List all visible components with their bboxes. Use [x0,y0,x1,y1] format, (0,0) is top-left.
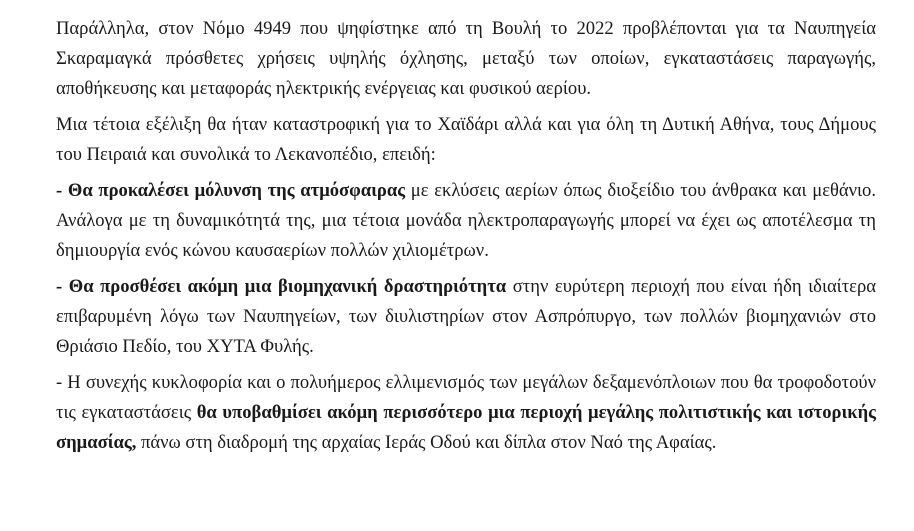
text-tankers-after: πάνω στη διαδρομή της αρχαίας Ιεράς Οδού και δίπλα στον Ναό της Αφαίας. [136,432,717,453]
paragraph-air-pollution [56,176,876,266]
bold-air-pollution: - Θα προκαλέσει μόλυνση της ατμόσφαιρας [56,180,406,201]
paragraph-tankers [56,368,876,458]
bold-tankers-degradation: θα υποβαθμίσει ακόμη περισσότερο μια περιοχή μεγάλης πολιτιστικής και ιστορικής σημασίας, [56,402,876,453]
paragraph-shipyards-law: Παράλληλα, στον Νόμο 4949 που ψηφίστηκε από τη Βουλή το 2022 προβλέπονται για τα Ναυπηγεία Σκαραμαγκά πρόσθετες χρήσεις υψηλής όχλησης, μεταξύ των οποίων, εγκαταστάσεις παραγωγής, αποθήκευσης και μεταφοράς ηλεκτρικής ενέργειας και φυσικού αερίου. [56,18,876,99]
bold-industrial-activity: - Θα προσθέσει ακόμη μια βιομηχανική δραστηριότητα [56,276,507,297]
text-air-pollution: με εκλύσεις αερίων όπως διοξείδιο του άνθρακα και μεθάνιο. Ανάλογα με τη δυναμικότητά της, μια τέτοια μονάδα ηλεκτροπαραγωγής μπορεί να έχει ως αποτέλεσμα τη δημιουργία ενός κώνου καυσαερίων πολλών χιλιομέτρων. [56,180,876,261]
text-tankers-before: - Η συνεχής κυκλοφορία και ο πολυήμερος ελλιμενισμός των μεγάλων δεξαμενόπλοιων που θα τροφοδοτούν τις εγκαταστάσεις [56,372,876,423]
text-industrial-activity: στην ευρύτερη περιοχή που είναι ήδη ιδιαίτερα επιβαρυμένη λόγω των Ναυπηγείων, των διυλιστηρίων στον Ασπρόπυργο, των πολλών βιομηχανιών στο Θριάσιο Πεδίο, του ΧΥΤΑ Φυλής. [56,276,876,357]
paragraph-consequences-intro: Μια τέτοια εξέλιξη θα ήταν καταστροφική για το Χαϊδάρι αλλά και για όλη τη Δυτική Αθήνα, τους Δήμους του Πειραιά και συνολικά το Λεκανοπέδιο, επειδή: [56,114,876,165]
paragraph-industrial-activity [56,272,876,362]
